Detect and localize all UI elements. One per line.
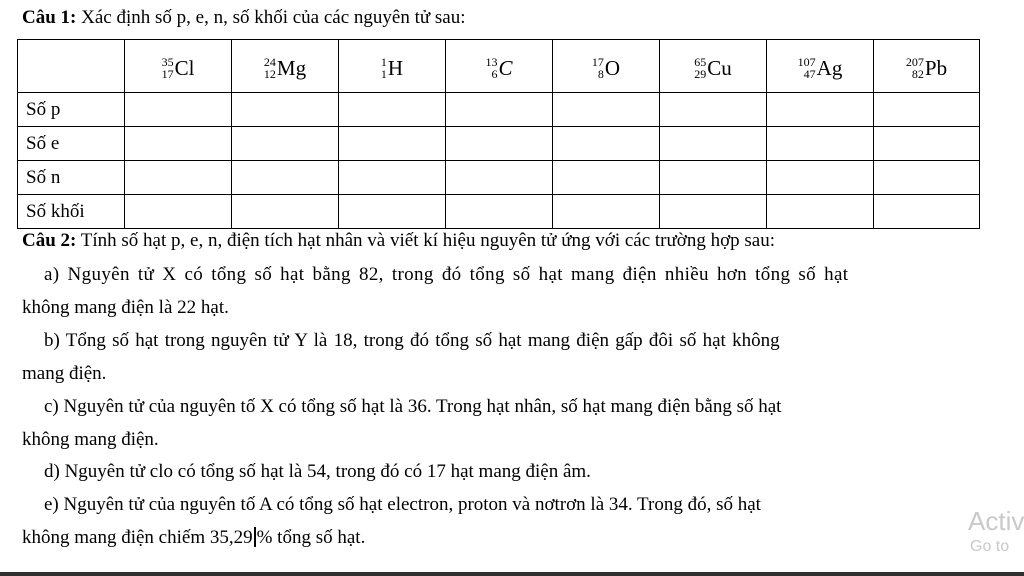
activation-watermark-line-1: Activ [968,506,1024,536]
answer-cell [125,93,232,127]
answer-cell [767,127,874,161]
answer-cell [553,161,660,195]
answer-cell [767,195,874,229]
table-row [18,161,980,195]
atom-header-o: 17 8 O [553,40,660,93]
part-e-text-after-cursor: % tổng số hạt. [256,527,366,548]
table-row [18,127,980,161]
answer-cell [874,93,980,127]
answer-cell [660,195,767,229]
atom-header-h: 1 1 H [339,40,446,93]
answer-cell [339,195,446,229]
atom-header-c: 13 6 C [446,40,553,93]
answer-cell [553,127,660,161]
answer-cell [446,161,553,195]
window-bottom-border [0,572,1024,576]
answer-cell [874,161,980,195]
answer-cell [553,195,660,229]
answer-cell [232,161,339,195]
answer-cell [874,195,980,229]
atom-header-pb: 207 82 Pb [874,40,980,93]
part-e-line-1: e) Nguyên tử của nguyên tố A có tổng số hạt electron, proton và nơtrơn là 34. Trong đó, số hạt [44,494,761,515]
question-2-text: Tính số hạt p, e, n, điện tích hạt nhân và viết kí hiệu nguyên tử ứng với các trường hợp sau: [76,230,776,251]
answer-cell [553,93,660,127]
atom-header-mg: 24 12 Mg [232,40,339,93]
row-label-proton: Số p [18,93,125,127]
answer-cell [232,195,339,229]
question-1-text: Xác định số p, e, n, số khối của các nguyên tử sau: [76,7,466,28]
atom-header-ag: 107 47 Ag [767,40,874,93]
part-d-line-1: d) Nguyên tử clo có tổng số hạt là 54, trong đó có 17 hạt mang điện âm. [44,461,591,482]
part-b-line-1: b) Tổng số hạt trong nguyên tử Y là 18, trong đó tổng số hạt mang điện gấp đôi số hạt không [44,330,780,351]
answer-cell [874,127,980,161]
answer-cell [125,127,232,161]
answer-cell [232,93,339,127]
part-c-line-2: không mang điện. [22,429,159,450]
answer-cell [660,127,767,161]
answer-cell [125,195,232,229]
answer-cell [767,161,874,195]
part-e-line-2 [22,527,365,549]
answer-cell [446,93,553,127]
answer-cell [232,127,339,161]
atoms-table [17,39,980,229]
question-2-label: Câu 2: [22,230,77,251]
part-b-line-2: mang điện. [22,363,107,384]
question-2-title [22,230,775,252]
answer-cell [339,161,446,195]
activation-watermark-line-2: Go to [970,538,1010,555]
answer-cell [446,195,553,229]
row-label-mass-number: Số khối [18,195,125,229]
question-1-label: Câu 1: [22,7,77,28]
answer-cell [767,93,874,127]
part-e-text-before-cursor: không mang điện chiếm 35,29 [22,527,253,548]
text-cursor[interactable] [254,527,256,547]
answer-cell [660,93,767,127]
table-header-row [18,40,980,93]
table-row [18,93,980,127]
answer-cell [339,127,446,161]
corner-cell [18,40,125,93]
row-label-neutron: Số n [18,161,125,195]
table-row [18,195,980,229]
part-a-line-2: không mang điện là 22 hạt. [22,297,229,318]
answer-cell [339,93,446,127]
answer-cell [660,161,767,195]
part-c-line-1: c) Nguyên tử của nguyên tố X có tổng số hạt là 36. Trong hạt nhân, số hạt mang điện bằng số hạt [44,396,782,417]
part-a-line-1: a) Nguyên tử X có tổng số hạt bằng 82, trong đó tổng số hạt mang điện nhiều hơn tổng số hạt [44,264,849,285]
question-1-title [22,7,466,29]
answer-cell [125,161,232,195]
row-label-electron: Số e [18,127,125,161]
atom-header-cu: 65 29 Cu [660,40,767,93]
atom-header-cl: 35 17 Cl [125,40,232,93]
answer-cell [446,127,553,161]
